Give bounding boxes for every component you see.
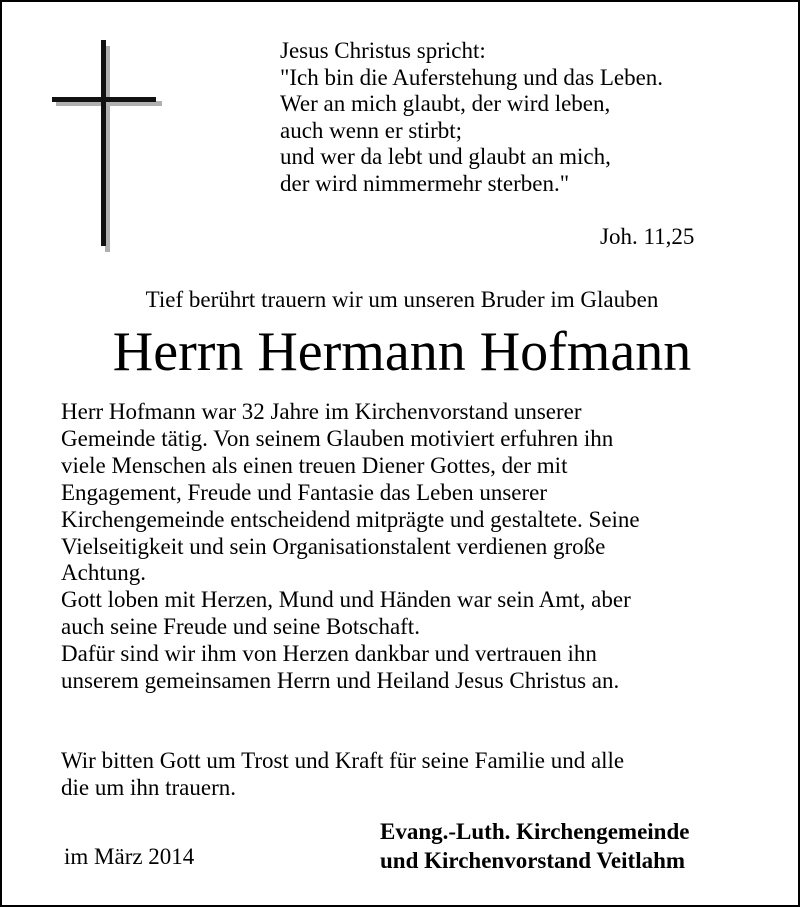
closing-line: die um ihn trauern. — [61, 774, 237, 800]
closing-line: Wir bitten Gott um Trost und Kraft für seine Familie und alle — [61, 748, 625, 773]
signature-line: Evang.-Luth. Kirchengemeinde — [380, 819, 690, 844]
verse-line: auch wenn er stirbt; — [280, 117, 463, 143]
tribute-line: Herr Hofmann war 32 Jahre im Kirchenvorstand unserer — [61, 399, 582, 424]
verse-line: Jesus Christus spricht: — [280, 38, 486, 63]
announcement-intro: Tief berührt trauern wir um unseren Bruder im Glauben — [145, 287, 659, 312]
verse-line: der wird nimmermehr sterben." — [280, 170, 570, 196]
bible-verse — [280, 38, 663, 197]
tribute-text — [61, 399, 640, 695]
closing-prayer — [61, 748, 624, 802]
tribute-line: Gemeinde tätig. Von seinem Glauben motiviert erfuhren ihn — [61, 425, 614, 451]
tribute-line: auch seine Freude und seine Botschaft. — [61, 614, 420, 640]
tribute-line: Achtung. — [61, 560, 146, 586]
tribute-line: Gott loben mit Herzen, Mund und Händen war sein Amt, aber — [61, 587, 631, 613]
verse-line: "Ich bin die Auferstehung und das Leben. — [280, 64, 664, 90]
signature-line: und Kirchenvorstand Veitlahm — [380, 848, 686, 873]
tribute-line: unserem gemeinsamen Herrn und Heiland Jesus Christus an. — [61, 668, 620, 694]
cross-icon — [50, 40, 160, 250]
tribute-line: Vielseitigkeit und sein Organisationstalent verdienen große — [61, 533, 606, 559]
deceased-name: Herrn Hermann Hofmann — [112, 321, 692, 383]
tribute-line: Kirchengemeinde entscheidend mitprägte und gestaltete. Seine — [61, 506, 640, 532]
verse-reference: Joh. 11,25 — [600, 224, 695, 249]
verse-line: Wer an mich glaubt, der wird leben, — [280, 91, 611, 116]
verse-line: und wer da lebt und glaubt an mich, — [280, 144, 611, 169]
tribute-line: Engagement, Freude und Fantasie das Leben unserer — [61, 479, 548, 505]
notice-date: im März 2014 — [64, 844, 195, 869]
signature-block — [380, 817, 689, 875]
tribute-line: Dafür sind wir ihm von Herzen dankbar und vertrauen ihn — [61, 641, 597, 667]
tribute-line: viele Menschen als einen treuen Diener Gottes, der mit — [61, 452, 568, 478]
